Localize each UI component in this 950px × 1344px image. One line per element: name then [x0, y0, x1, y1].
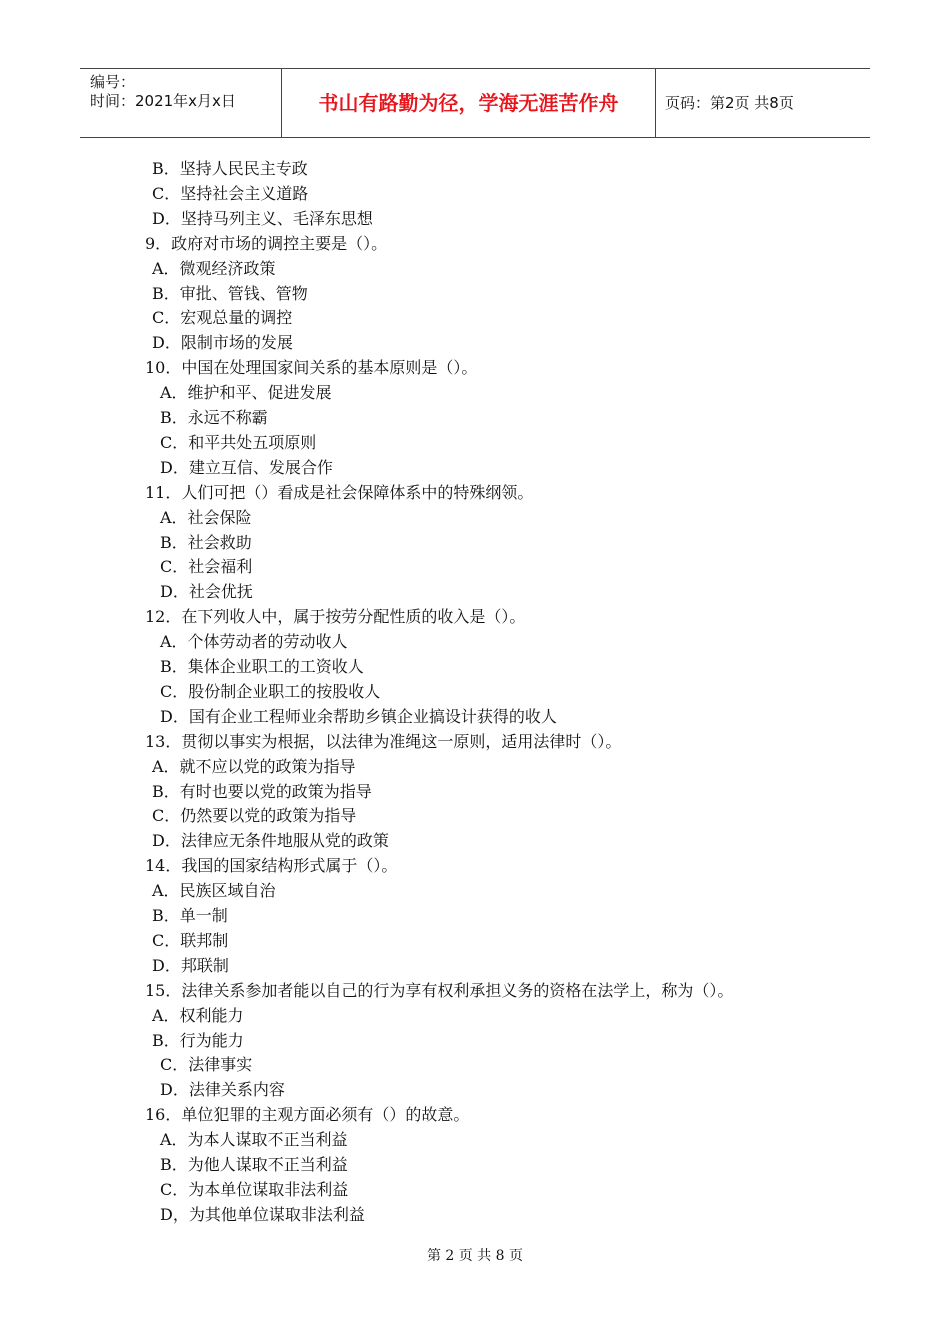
- answer-option: A．民族区域自治: [152, 881, 276, 900]
- answer-option: D．坚持马列主义、毛泽东思想: [152, 209, 373, 228]
- answer-option: C．坚持社会主义道路: [152, 184, 309, 203]
- answer-option: D．法律应无条件地服从党的政策: [152, 831, 389, 850]
- answer-option: C．和平共处五项原则: [160, 433, 317, 452]
- document-date-label: 时间：2021年x月x日: [90, 92, 236, 110]
- answer-option: A．个体劳动者的劳动收人: [160, 632, 348, 651]
- answer-option: D．法律关系内容: [160, 1080, 285, 1099]
- header-page-info: 页码：第2页 共8页: [665, 94, 794, 112]
- answer-option: D．社会优抚: [160, 582, 253, 601]
- answer-option: B．为他人谋取不正当利益: [160, 1155, 348, 1174]
- answer-option: C．股份制企业职工的按股收人: [160, 682, 381, 701]
- header-motto: 书山有路勤为径，学海无涯苦作舟: [318, 91, 619, 115]
- answer-option: A．微观经济政策: [152, 259, 276, 278]
- answer-option: A．权利能力: [152, 1006, 244, 1025]
- answer-option: C．宏观总量的调控: [152, 308, 293, 327]
- answer-option: A．社会保险: [160, 508, 252, 527]
- answer-option: B．有时也要以党的政策为指导: [152, 782, 372, 801]
- page-footer: 第 2 页 共 8 页: [426, 1248, 524, 1264]
- question-stem: 16．单位犯罪的主观方面必须有（）的故意。: [145, 1105, 470, 1124]
- question-stem: 15．法律关系参加者能以自己的行为享有权利承担义务的资格在法学上，称为（）。: [145, 981, 734, 1000]
- question-stem: 14．我国的国家结构形式属于（）。: [145, 856, 398, 875]
- answer-option: B．坚持人民民主专政: [152, 159, 308, 178]
- answer-option: A．维护和平、促进发展: [160, 383, 332, 402]
- question-stem: 11．人们可把（）看成是社会保障体系中的特殊纲领。: [145, 483, 534, 502]
- header-meta-cell: [80, 69, 281, 137]
- answer-option: C．为本单位谋取非法利益: [160, 1180, 349, 1199]
- answer-option: B．集体企业职工的工资收人: [160, 657, 364, 676]
- header-page-cell: [655, 69, 870, 137]
- answer-option: A．为本人谋取不正当利益: [160, 1130, 348, 1149]
- question-stem: 9．政府对市场的调控主要是（）。: [145, 234, 388, 253]
- answer-option: B．单一制: [152, 906, 228, 925]
- answer-option: C．社会福利: [160, 557, 253, 576]
- answer-option: D．国有企业工程师业余帮助乡镇企业搞设计获得的收人: [160, 707, 557, 726]
- header-motto-cell: [281, 69, 656, 137]
- answer-option: D，为其他单位谋取非法利益: [160, 1205, 365, 1224]
- answer-option: D．限制市场的发展: [152, 333, 293, 352]
- question-stem: 13．贯彻以事实为根据，以法律为准绳这一原则，适用法律时（）。: [145, 732, 622, 751]
- answer-option: A．就不应以党的政策为指导: [152, 757, 356, 776]
- answer-option: B．社会救助: [160, 533, 252, 552]
- answer-option: C．仍然要以党的政策为指导: [152, 806, 357, 825]
- answer-option: D．邦联制: [152, 956, 229, 975]
- answer-option: C．联邦制: [152, 931, 229, 950]
- page-header: [80, 68, 870, 138]
- answer-option: D．建立互信、发展合作: [160, 458, 333, 477]
- answer-option: B．永远不称霸: [160, 408, 268, 427]
- answer-option: B．审批、管钱、管物: [152, 284, 308, 303]
- answer-option: B．行为能力: [152, 1031, 244, 1050]
- answer-option: C．法律事实: [160, 1055, 253, 1074]
- document-code-label: 编号：: [90, 73, 136, 91]
- question-stem: 10．中国在处理国家间关系的基本原则是（）。: [145, 358, 478, 377]
- question-stem: 12．在下列收人中，属于按劳分配性质的收入是（）。: [145, 607, 526, 626]
